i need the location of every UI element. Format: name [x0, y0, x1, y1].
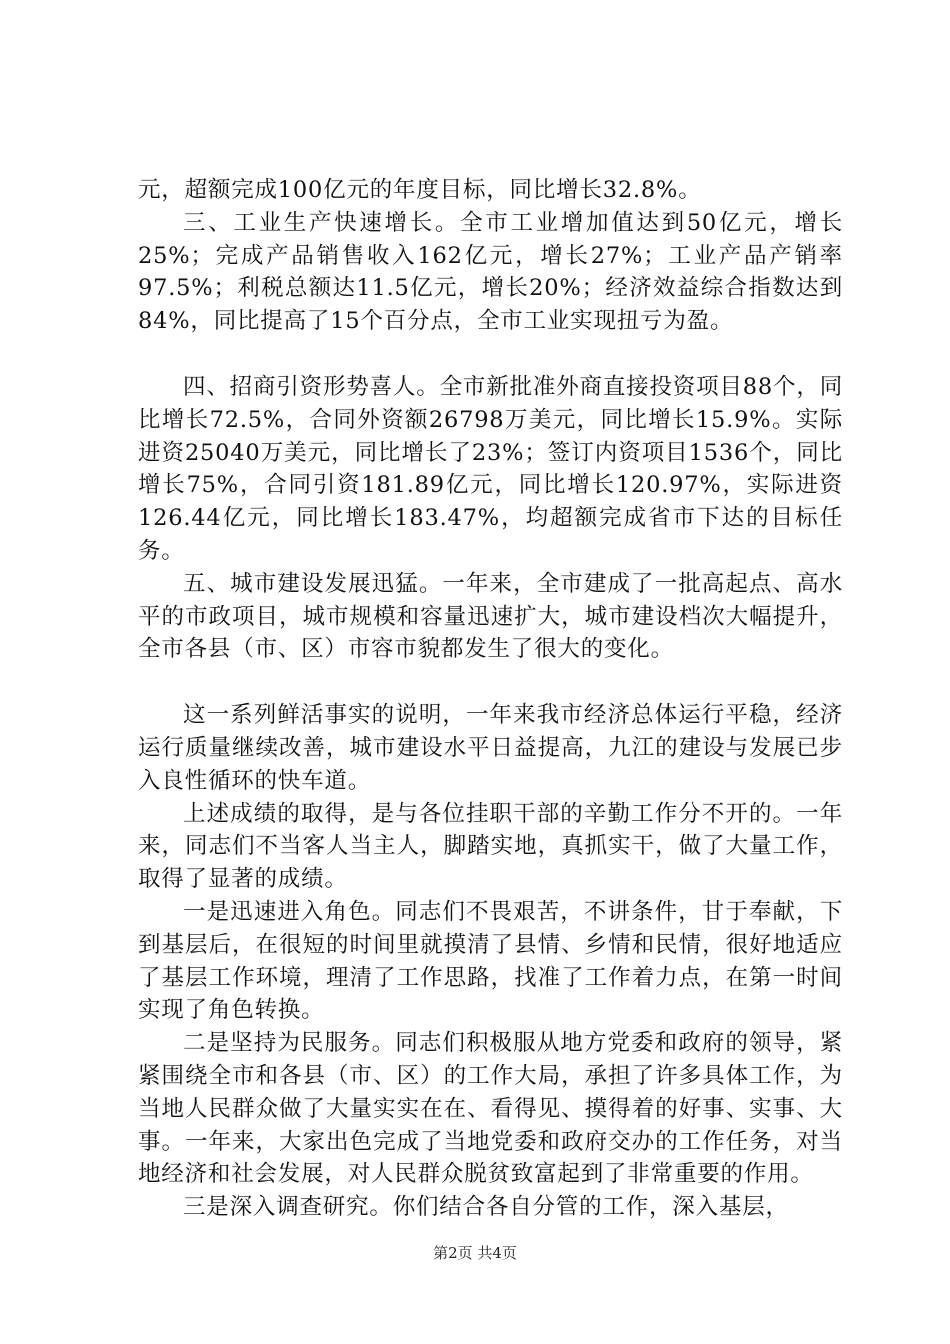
- paragraph-point-three: 三是深入调查研究。你们结合各自分管的工作，深入基层，: [183, 1194, 789, 1221]
- paragraph-revenue-target: 元，超额完成100亿元的年度目标，同比增长32.8%。: [138, 177, 702, 203]
- paragraph-industrial-growth: 三、工业生产快速增长。全市工业增加值达到50亿元，增长25%；完成产品销售收入162亿元，增长27%；工业产品产销率97.5%；利税总额达11.5亿元，增长20%；经济效益综合指数达到84%，同比提高了15个百分点，全市工业实现扭亏为盈。: [138, 209, 843, 335]
- paragraph-urban-construction: 五、城市建设发展迅猛。一年来，全市建成了一批高起点、高水平的市政项目，城市规模和容量迅速扩大，城市建设档次大幅提升，全市各县（市、区）市容市貌都发生了很大的变化。: [138, 570, 843, 663]
- paragraph-point-two: 二是坚持为民服务。同志们积极服从地方党委和政府的领导，紧紧围绕全市和各县（市、区）的工作大局，承担了许多具体工作，为当地人民群众做了大量实实在在、看得见、摸得着的好事、实事、大事。一年来，大家出色完成了当地党委和政府交办的工作任务，对当地经济和社会发展，对人民群众脱贫致富起到了非常重要的作用。: [138, 1030, 843, 1188]
- paragraph-point-one: 一是迅速进入角色。同志们不畏艰苦，不讲条件，甘于奉献，下到基层后，在很短的时间里就摸清了县情、乡情和民情，很好地适应了基层工作环境，理清了工作思路，找准了工作着力点，在第一时间实现了角色转换。: [138, 898, 843, 1024]
- paragraph-summary: 这一系列鲜活事实的说明，一年来我市经济总体运行平稳，经济运行质量继续改善，城市建设水平日益提高，九江的建设与发展已步入良性循环的快车道。: [138, 702, 843, 794]
- paragraph-spacer: [138, 666, 843, 699]
- document-body: [138, 174, 843, 1224]
- page-number: 第2页 共4页: [433, 1244, 517, 1262]
- paragraph-achievements: 上述成绩的取得，是与各位挂职干部的辛勤工作分不开的。一年来，同志们不当客人当主人，脚踏实地，真抓实干，做了大量工作，取得了显著的成绩。: [138, 800, 843, 893]
- paragraph-investment: 四、招商引资形势喜人。全市新批准外商直接投资项目88个，同比增长72.5%，合同外资额26798万美元，同比增长15.9%。实际进资25040万美元，同比增长了23%；签订内资项目1536个，同比增长75%，合同引资181.89亿元，同比增长120.97%，实际进资126.44亿元，同比增长183.47%，均超额完成省市下达的目标任务。: [138, 373, 843, 564]
- paragraph-spacer: [138, 338, 843, 371]
